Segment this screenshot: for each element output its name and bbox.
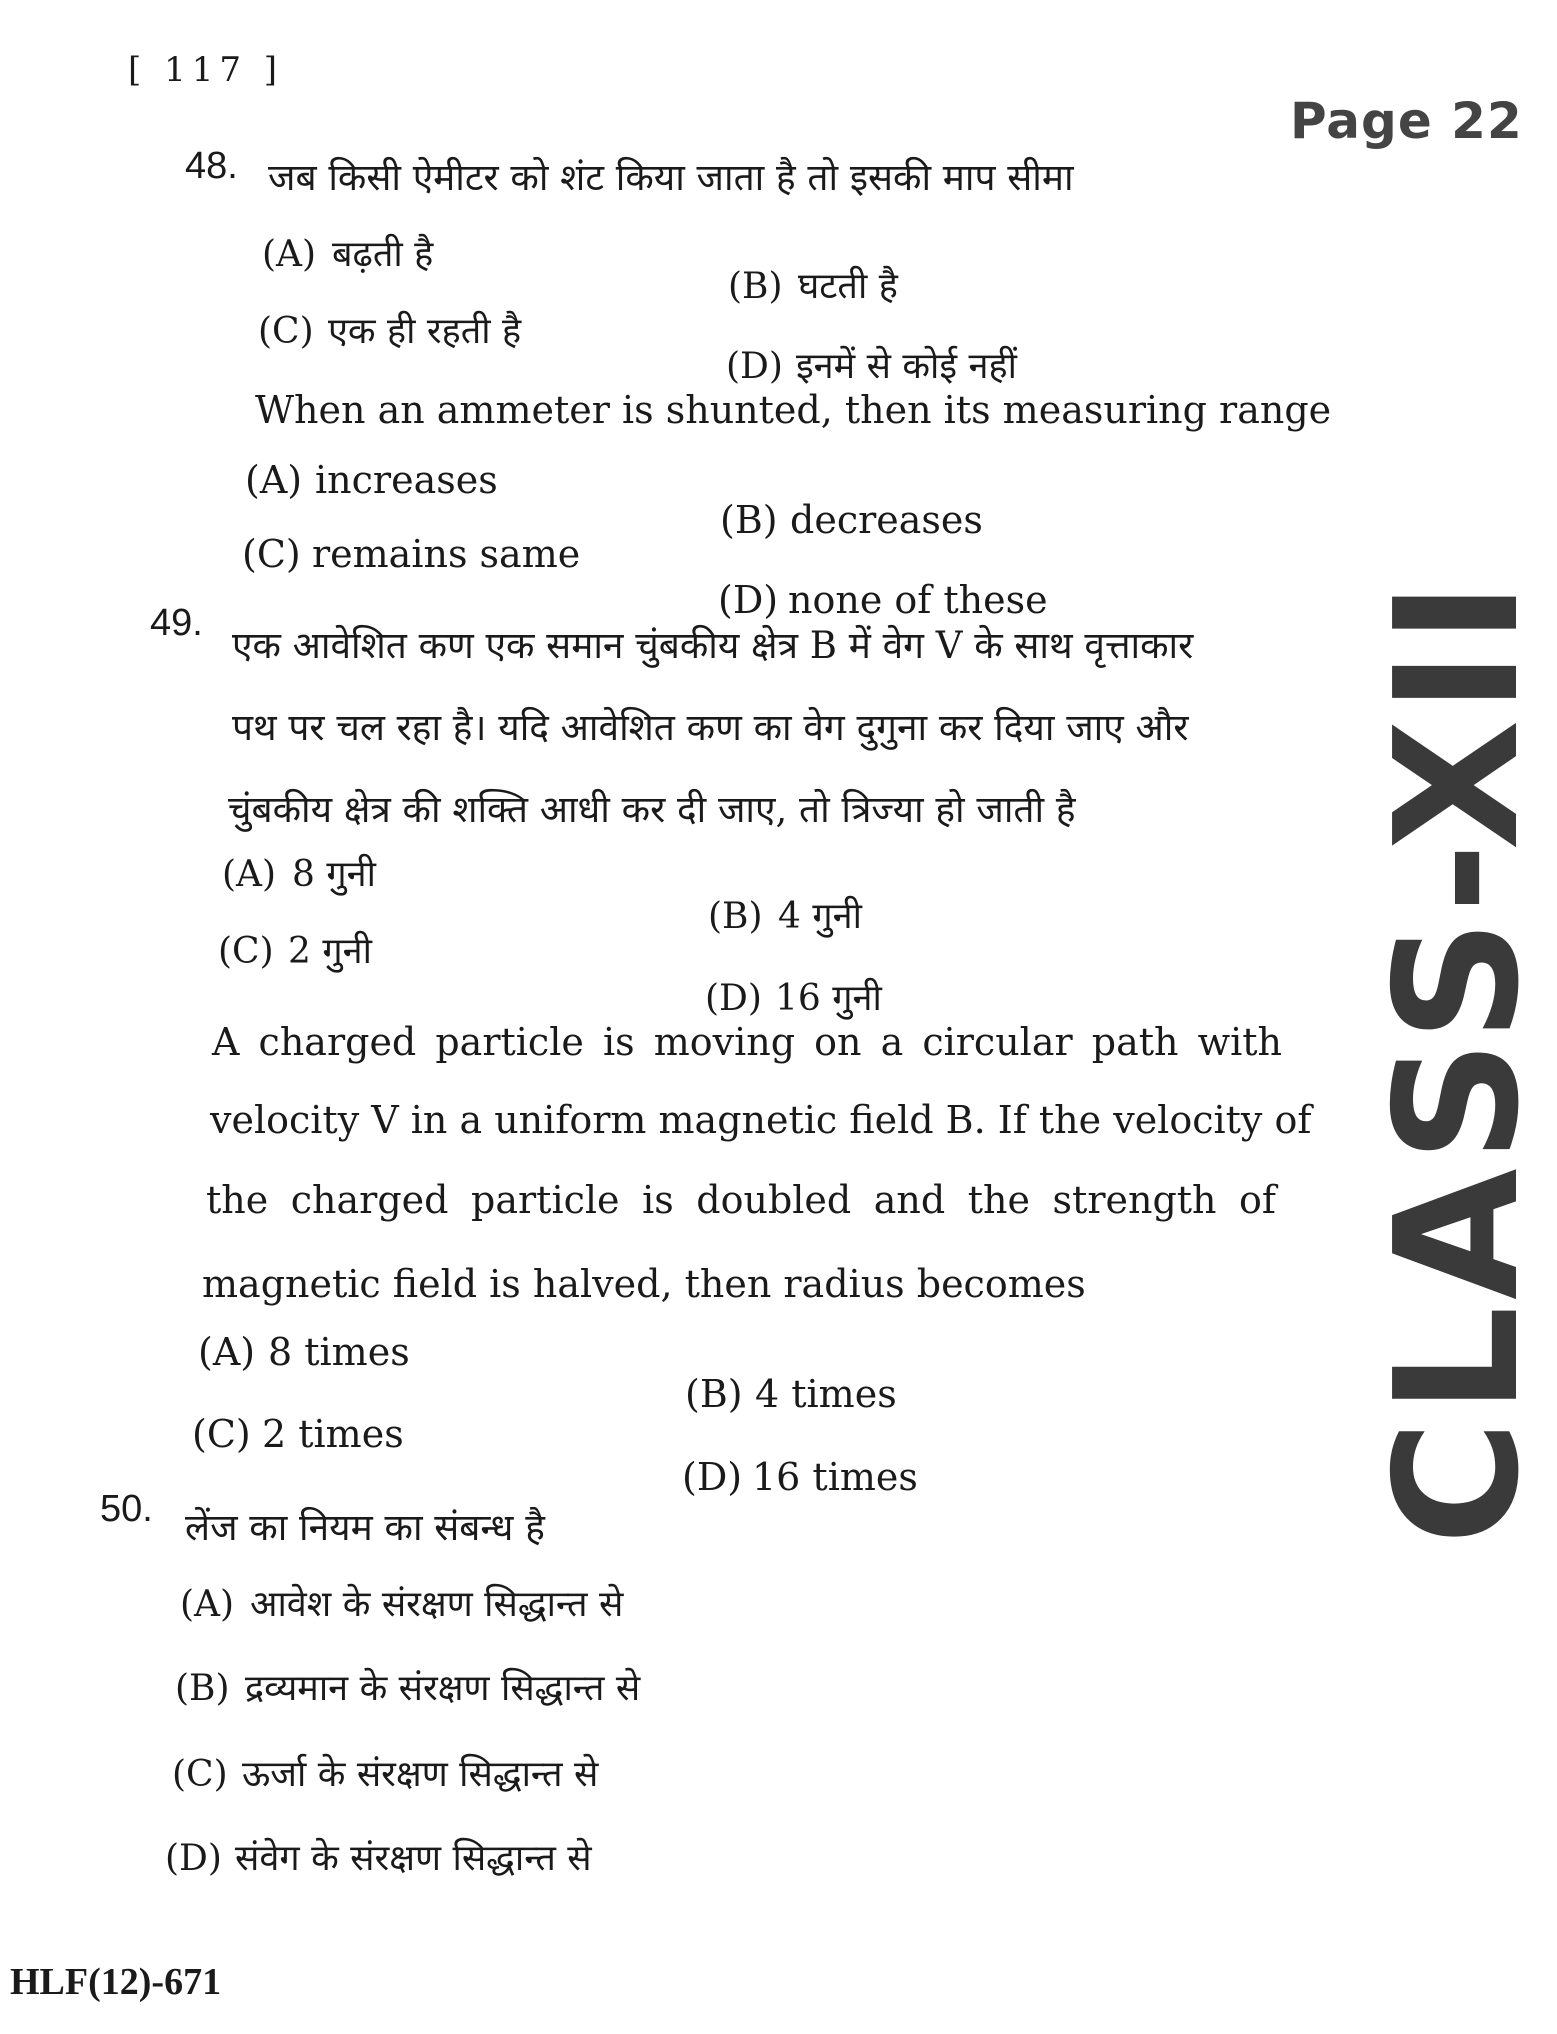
q49-english-line-1: A charged particle is moving on a circular path with xyxy=(212,1020,1282,1064)
q49-english-line-4: magnetic field is halved, then radius becomes xyxy=(202,1262,1086,1306)
q50-number: 50. xyxy=(100,1488,153,1530)
q49-hindi-option-a xyxy=(222,848,376,897)
option-label: (C) xyxy=(172,1754,228,1795)
option-label: (A) xyxy=(198,1330,256,1374)
q49-hindi-option-b xyxy=(708,890,862,939)
q48-hindi-option-b xyxy=(728,260,898,309)
q49-hindi-option-c xyxy=(218,925,372,974)
option-text: 2 गुनी xyxy=(288,931,372,972)
option-text: decreases xyxy=(790,498,983,542)
option-label: (A) xyxy=(245,458,303,502)
option-label: (B) xyxy=(685,1372,743,1416)
q50-option-b xyxy=(175,1662,640,1711)
option-label: (C) xyxy=(258,311,314,352)
q49-english-option-c xyxy=(192,1412,404,1456)
option-text: घटती है xyxy=(798,266,898,307)
option-label: (D) xyxy=(682,1455,743,1499)
q49-hindi-line-3: चुंबकीय क्षेत्र की शक्ति आधी कर दी जाए, तो त्रिज्या हो जाती है xyxy=(228,788,1076,831)
q48-english-option-b xyxy=(720,498,983,542)
option-text: बढ़ती है xyxy=(332,234,434,275)
option-label: (A) xyxy=(222,854,277,895)
option-text: increases xyxy=(315,458,498,502)
option-text: इनमें से कोई नहीं xyxy=(796,346,1017,387)
option-text: none of these xyxy=(788,578,1048,622)
option-text: एक ही रहती है xyxy=(328,311,522,352)
option-text: 2 times xyxy=(262,1412,404,1456)
q49-english-option-a xyxy=(198,1330,410,1374)
q48-hindi-option-c xyxy=(258,305,521,354)
q49-english-option-d xyxy=(682,1455,918,1499)
side-class-text: CLASS-XII xyxy=(1359,574,1557,1546)
q50-option-c xyxy=(172,1748,598,1797)
q48-number: 48. xyxy=(185,145,238,187)
q49-number: 49. xyxy=(150,602,203,644)
option-text: 8 times xyxy=(268,1330,410,1374)
option-text: 16 गुनी xyxy=(775,978,882,1019)
option-label: (D) xyxy=(165,1838,222,1879)
option-label: (A) xyxy=(262,234,317,275)
page-number: [ 117 ] xyxy=(128,50,284,90)
q49-english-line-3: the charged particle is doubled and the strength of xyxy=(206,1178,1276,1222)
option-label: (C) xyxy=(192,1412,251,1456)
option-label: (C) xyxy=(242,532,301,576)
q50-option-a xyxy=(180,1578,623,1627)
option-label: (D) xyxy=(718,578,779,622)
q48-hindi-option-a xyxy=(262,228,433,277)
option-label: (D) xyxy=(726,346,783,387)
option-label: (B) xyxy=(708,896,763,937)
paper-code: HLF(12)-671 xyxy=(10,1961,222,2003)
option-text: 4 गुनी xyxy=(778,896,862,937)
q48-hindi-text: जब किसी ऐमीटर को शंट किया जाता है तो इसकी माप सीमा xyxy=(268,156,1074,199)
side-class-label xyxy=(1359,490,1557,1630)
option-text: remains same xyxy=(312,532,581,576)
q48-english-option-d xyxy=(718,578,1048,622)
q49-english-line-2: velocity V in a uniform magnetic field B. If the velocity of xyxy=(210,1098,1312,1142)
option-label: (B) xyxy=(728,266,783,307)
option-text: द्रव्यमान के संरक्षण सिद्धान्त से xyxy=(245,1668,641,1709)
q48-english-option-a xyxy=(245,458,498,502)
option-label: (A) xyxy=(180,1584,235,1625)
option-text: संवेग के संरक्षण सिद्धान्त से xyxy=(235,1838,592,1879)
page-badge: Page 22 xyxy=(1290,92,1523,150)
option-text: 8 गुनी xyxy=(292,854,376,895)
q48-english-option-c xyxy=(242,532,580,576)
option-text: आवेश के संरक्षण सिद्धान्त से xyxy=(250,1584,624,1625)
q49-hindi-line-1: एक आवेशित कण एक समान चुंबकीय क्षेत्र B में वेग V के साथ वृत्ताकार xyxy=(232,624,1194,667)
option-label: (C) xyxy=(218,931,274,972)
q49-hindi-line-2: पथ पर चल रहा है। यदि आवेशित कण का वेग दुगुना कर दिया जाए और xyxy=(232,706,1189,749)
option-text: 4 times xyxy=(755,1372,897,1416)
q48-hindi-option-d xyxy=(726,340,1017,389)
option-text: 16 times xyxy=(752,1455,918,1499)
option-text: ऊर्जा के संरक्षण सिद्धान्त से xyxy=(242,1754,599,1795)
q48-english-text: When an ammeter is shunted, then its measuring range xyxy=(255,388,1332,432)
option-label: (B) xyxy=(175,1668,230,1709)
q49-english-option-b xyxy=(685,1372,897,1416)
option-label: (D) xyxy=(705,978,762,1019)
option-label: (B) xyxy=(720,498,778,542)
q50-option-d xyxy=(165,1832,592,1881)
q50-hindi-text: लेंज का नियम का संबन्ध है xyxy=(185,1506,545,1549)
q49-hindi-option-d xyxy=(705,972,882,1021)
